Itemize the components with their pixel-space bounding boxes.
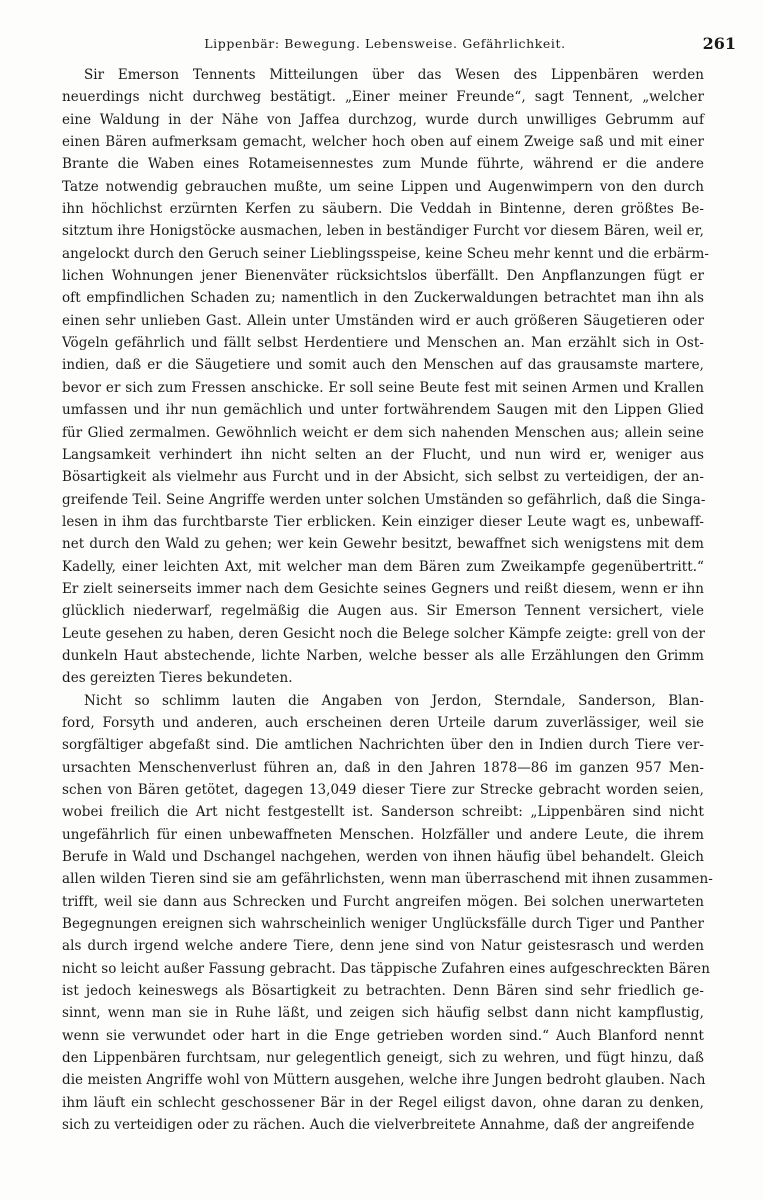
text-line: einen sehr unlieben Gast. Allein unter Umständen wird er auch größeren Säugetieren oder <box>62 312 704 329</box>
text-line: sorgfältiger abgefaßt sind. Die amtlichen Nachrichten über den in Indien durch Tiere ver- <box>62 737 704 754</box>
text-line: glücklich niederwarf, regelmäßig die Augen aus. Sir Emerson Tennent versichert, viele <box>62 603 704 620</box>
text-line: Er zielt seinerseits immer nach dem Gesichte seines Gegners und reißt diesem, wenn er ihn <box>62 580 704 597</box>
text-line: den Lippenbären furchtsam, nur gelegentlich geneigt, sich zu wehren, und fügt hinzu, daß <box>62 1050 704 1067</box>
text-line: als durch irgend welche andere Tiere, denn jene sind von Natur geistesrasch und werden <box>62 938 704 955</box>
text-line: sitztum ihre Honigstöcke ausmachen, leben in beständiger Furcht vor diesem Bären, weil er, <box>62 223 704 240</box>
text-line: ist jedoch keineswegs als Bösartigkeit zu betrachten. Denn Bären sind sehr friedlich ge- <box>62 983 704 1000</box>
text-line: Vögeln gefährlich und fällt selbst Herdentiere und Menschen an. Man erzählt sich in Ost- <box>62 335 704 352</box>
text-line: ungefährlich für einen unbewaffneten Menschen. Holzfäller und andere Leute, die ihrem <box>62 826 704 843</box>
text-line: dunkeln Haut abstechende, lichte Narben, welche besser als alle Erzählungen den Grimm <box>62 647 704 664</box>
text-line: wenn sie verwundet oder hart in die Enge getrieben worden sind.“ Auch Blanford nennt <box>62 1027 704 1044</box>
text-line: neuerdings nicht durchweg bestätigt. „Einer meiner Freunde“, sagt Tennent, „welcher <box>62 89 704 106</box>
paragraph <box>62 64 709 690</box>
text-line: bevor er sich zum Fressen anschicke. Er soll seine Beute fest mit seinen Armen und Krallen <box>62 379 704 396</box>
text-line: des gereizten Tieres bekundeten. <box>62 670 293 687</box>
text-line: Tatze notwendig gebrauchen mußte, um seine Lippen und Augenwimpern von den durch <box>62 178 704 195</box>
text-line: net durch den Wald zu gehen; wer kein Gewehr besitzt, bewaffnet sich wenigstens mit dem <box>62 536 704 553</box>
text-line: einen Bären aufmerksam gemacht, welcher hoch oben auf einem Zweige saß und mit einer <box>62 134 704 151</box>
text-line: Begegnungen ereignen sich wahrscheinlich weniger Unglücksfälle durch Tiger und Panther <box>62 916 704 933</box>
text-line: wobei freilich die Art nicht festgestellt ist. Sanderson schreibt: „Lippenbären sind nicht <box>62 804 704 821</box>
text-line: Sir Emerson Tennents Mitteilungen über das Wesen des Lippenbären werden <box>84 67 704 83</box>
text-line: Kadelly, einer leichten Axt, mit welcher man dem Bären zum Zweikampfe gegenübertritt.“ <box>62 558 704 575</box>
paragraph <box>62 690 713 1137</box>
text-line: Langsamkeit verhindert ihn nicht selten an der Flucht, und nun wird er, weniger aus <box>62 446 704 463</box>
text-line: Brante die Waben eines Rotameisennestes zum Munde führte, während er die andere <box>62 156 704 173</box>
text-line: die meisten Angriffe wohl von Müttern ausgehen, welche ihre Jungen bedroht glauben. Nach <box>62 1072 706 1089</box>
text-line: ihm läuft ein schlecht geschossener Bär in der Regel eiligst davon, ohne daran zu denken, <box>62 1094 704 1111</box>
text-line: Bösartigkeit als vielmehr aus Furcht und in der Absicht, sich selbst zu verteidigen, der an- <box>62 469 704 486</box>
text-line: allen wilden Tieren sind sie am gefährlichsten, wenn man überraschend mit ihnen zusammen- <box>62 871 713 888</box>
body-text <box>62 64 713 1137</box>
text-line: ford, Forsyth und anderen, auch erscheinen deren Urteile darum zuverlässiger, weil sie <box>62 714 704 731</box>
text-line: nicht so leicht außer Fassung gebracht. Das täppische Zufahren eines aufgeschreckten Bären <box>62 960 710 977</box>
text-line: angelockt durch den Geruch seiner Lieblingsspeise, keine Scheu mehr kennt und die erbärm- <box>62 245 709 262</box>
text-line: ihn höchlichst erzürnten Kerfen zu säubern. Die Veddah in Bintenne, deren größtes Be- <box>62 201 704 218</box>
text-line: lichen Wohnungen jener Bienenväter rücksichtslos überfällt. Den Anpflanzungen fügt er <box>62 268 704 285</box>
text-line: für Glied zermalmen. Gewöhnlich weicht er dem sich nahenden Menschen aus; allein seine <box>62 424 704 441</box>
running-title: Lippenbär: Bewegung. Lebensweise. Gefährlichkeit. <box>204 36 566 51</box>
text-line: lesen in ihm das furchtbarste Tier erblicken. Kein einziger dieser Leute wagt es, unbewaff- <box>62 513 704 530</box>
text-line: ursachten Menschenverlust führen an, daß in den Jahren 1878—86 im ganzen 957 Men- <box>62 759 704 776</box>
text-line: umfassen und ihr nun gemächlich und unter fortwährendem Saugen mit den Lippen Glied <box>62 402 704 419</box>
text-line: eine Waldung in der Nähe von Jaffea durchzog, wurde durch unwilliges Gebrumm auf <box>62 111 704 128</box>
text-line: indien, daß er die Säugetiere und somit auch den Menschen auf das grausamste martere, <box>62 357 704 374</box>
running-head <box>40 30 736 56</box>
text-line: Nicht so schlimm lauten die Angaben von Jerdon, Sterndale, Sanderson, Blan- <box>84 692 704 709</box>
text-line: schen von Bären getötet, dagegen 13,049 dieser Tiere zur Strecke gebracht worden seien, <box>62 782 704 798</box>
text-line: sich zu verteidigen oder zu rächen. Auch die vielverbreitete Annahme, daß der angreifende <box>62 1117 695 1134</box>
text-line: Leute gesehen zu haben, deren Gesicht noch die Belege solcher Kämpfe zeigte: grell von der <box>62 625 705 642</box>
text-line: Berufe in Wald und Dschangel nachgehen, werden von ihnen häufig übel behandelt. Gleich <box>62 849 704 866</box>
text-line: greifende Teil. Seine Angriffe werden unter solchen Umständen so gefährlich, daß die Singa- <box>62 491 706 508</box>
text-line: trifft, weil sie dann aus Schrecken und Furcht angreifen mögen. Bei solchen unerwarteten <box>62 893 704 910</box>
text-line: oft empfindlichen Schaden zu; namentlich in den Zuckerwaldungen betrachtet man ihn als <box>62 290 704 307</box>
text-line: sinnt, wenn man sie in Ruhe läßt, und zeigen sich häufig selbst dann nicht kampflustig, <box>62 1005 704 1022</box>
page-number: 261 <box>702 34 736 53</box>
